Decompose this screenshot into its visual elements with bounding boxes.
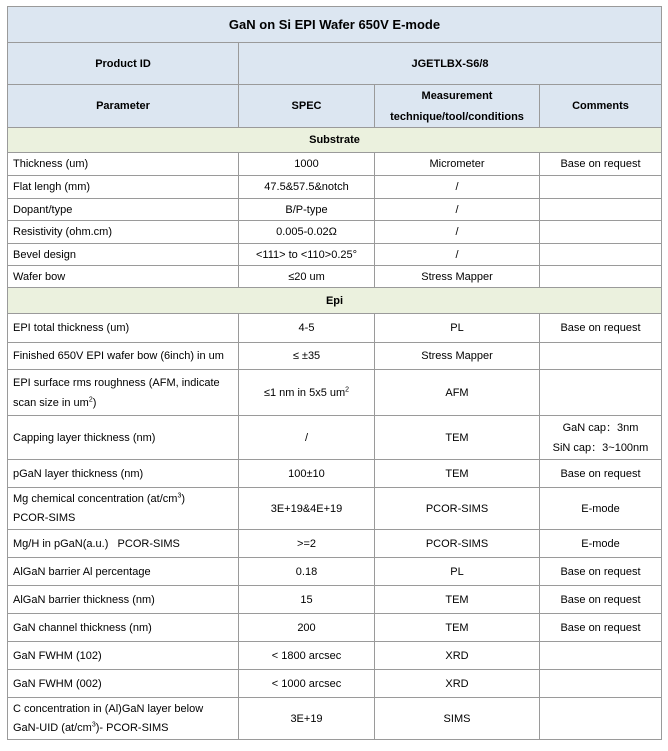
- header-spec: SPEC: [239, 85, 375, 128]
- spec-table: [7, 6, 662, 740]
- method-cell: TEM: [375, 460, 540, 488]
- comment-cell: [540, 370, 662, 416]
- spec-cell: 4-5: [239, 314, 375, 343]
- table-row: [8, 642, 662, 670]
- title-row: [8, 7, 662, 43]
- method-cell: SIMS: [375, 698, 540, 740]
- param-cell: AlGaN barrier Al percentage: [8, 558, 239, 586]
- param-line: PCOR-SIMS: [13, 512, 76, 524]
- table-row: [8, 416, 662, 460]
- table-row: [8, 460, 662, 488]
- spec-cell: ≤ ±35: [239, 343, 375, 370]
- section-substrate: Substrate: [8, 128, 662, 153]
- method-cell: /: [375, 244, 540, 266]
- param-cell: Capping layer thickness (nm): [8, 416, 239, 460]
- spec-cell: < 1000 arcsec: [239, 670, 375, 698]
- table-row: [8, 370, 662, 416]
- comment-cell: Base on request: [540, 558, 662, 586]
- table-row: [8, 558, 662, 586]
- method-cell: /: [375, 176, 540, 199]
- comment-cell: E-mode: [540, 530, 662, 558]
- param-cell: Mg/H in pGaN(a.u.) PCOR-SIMS: [8, 530, 239, 558]
- method-cell: Stress Mapper: [375, 266, 540, 288]
- method-cell: PCOR-SIMS: [375, 488, 540, 530]
- table-row: [8, 698, 662, 740]
- spec-cell: 1000: [239, 153, 375, 176]
- comment-cell: [540, 416, 662, 460]
- param-cell: [8, 370, 239, 416]
- table-title: GaN on Si EPI Wafer 650V E-mode: [8, 7, 662, 43]
- table-row: [8, 221, 662, 244]
- table-row: [8, 199, 662, 221]
- header-parameter: Parameter: [8, 85, 239, 128]
- comment-cell: [540, 266, 662, 288]
- header-measurement: [375, 85, 540, 128]
- spec-cell: ≤20 um: [239, 266, 375, 288]
- comment-cell: [540, 343, 662, 370]
- table-row: [8, 586, 662, 614]
- header-measurement-line2: technique/tool/conditions: [390, 110, 524, 123]
- param-cell: Resistivity (ohm.cm): [8, 221, 239, 244]
- method-cell: PCOR-SIMS: [375, 530, 540, 558]
- param-cell: EPI total thickness (um): [8, 314, 239, 343]
- param-cell: [8, 488, 239, 530]
- comment-line: SiN cap：3~100nm: [552, 441, 649, 454]
- spec-cell: 15: [239, 586, 375, 614]
- spec-cell: 200: [239, 614, 375, 642]
- table-row: [8, 153, 662, 176]
- product-row: [8, 43, 662, 85]
- comment-line: GaN cap：3nm: [562, 421, 639, 434]
- spec-cell: B/P-type: [239, 199, 375, 221]
- method-cell: AFM: [375, 370, 540, 416]
- method-cell: TEM: [375, 614, 540, 642]
- header-measurement-line1: Measurement: [421, 89, 493, 102]
- product-id-label: Product ID: [8, 43, 239, 85]
- param-cell: GaN channel thickness (nm): [8, 614, 239, 642]
- spec-sheet: [7, 6, 661, 740]
- param-line: GaN-UID $(at/cm^3)-$ PCOR-SIMS: [13, 721, 169, 734]
- comment-cell: [540, 199, 662, 221]
- comment-cell: Base on request: [540, 460, 662, 488]
- param-cell: Flat lengh (mm): [8, 176, 239, 199]
- section-substrate-row: [8, 128, 662, 153]
- method-cell: Micrometer: [375, 153, 540, 176]
- table-row: [8, 530, 662, 558]
- spec-cell: 3E+19&4E+19: [239, 488, 375, 530]
- param-line: scan size in $um^2$): [13, 395, 97, 409]
- comment-cell: [540, 244, 662, 266]
- method-cell: /: [375, 221, 540, 244]
- param-cell: Finished 650V EPI wafer bow (6inch) in um: [8, 343, 239, 370]
- table-row: [8, 488, 662, 530]
- spec-cell: >=2: [239, 530, 375, 558]
- param-cell: Thickness (um): [8, 153, 239, 176]
- spec-cell: < 1800 arcsec: [239, 642, 375, 670]
- param-cell: GaN FWHM (102): [8, 642, 239, 670]
- section-epi-row: [8, 288, 662, 314]
- product-id-value: JGETLBX-S6/8: [239, 43, 662, 85]
- comment-cell: [540, 642, 662, 670]
- spec-cell: 0.18: [239, 558, 375, 586]
- table-row: [8, 314, 662, 343]
- comment-cell: [540, 176, 662, 199]
- param-line: EPI surface rms roughness (AFM, indicate: [13, 376, 220, 389]
- table-row: [8, 343, 662, 370]
- section-epi: Epi: [8, 288, 662, 314]
- method-cell: TEM: [375, 586, 540, 614]
- param-cell: Wafer bow: [8, 266, 239, 288]
- column-header-row: [8, 85, 662, 128]
- comment-cell: Base on request: [540, 614, 662, 642]
- param-cell: Dopant/type: [8, 199, 239, 221]
- table-row: [8, 670, 662, 698]
- table-row: [8, 176, 662, 199]
- table-row: [8, 614, 662, 642]
- param-cell: GaN FWHM (002): [8, 670, 239, 698]
- param-cell: Bevel design: [8, 244, 239, 266]
- comment-cell: E-mode: [540, 488, 662, 530]
- spec-cell: 0.005-0.02Ω: [239, 221, 375, 244]
- comment-cell: [540, 698, 662, 740]
- spec-cell: 3E+19: [239, 698, 375, 740]
- table-row: [8, 266, 662, 288]
- param-cell: AlGaN barrier thickness (nm): [8, 586, 239, 614]
- comment-cell: [540, 221, 662, 244]
- table-row: [8, 244, 662, 266]
- header-comments: Comments: [540, 85, 662, 128]
- method-cell: Stress Mapper: [375, 343, 540, 370]
- spec-cell: /: [239, 416, 375, 460]
- comment-cell: Base on request: [540, 153, 662, 176]
- method-cell: /: [375, 199, 540, 221]
- param-cell: [8, 698, 239, 740]
- comment-cell: Base on request: [540, 314, 662, 343]
- method-cell: XRD: [375, 642, 540, 670]
- comment-cell: [540, 670, 662, 698]
- param-cell: pGaN layer thickness (nm): [8, 460, 239, 488]
- method-cell: TEM: [375, 416, 540, 460]
- param-line: C concentration in (Al)GaN layer below: [13, 703, 204, 715]
- method-cell: XRD: [375, 670, 540, 698]
- comment-cell: Base on request: [540, 586, 662, 614]
- method-cell: PL: [375, 314, 540, 343]
- spec-cell: 100±10: [239, 460, 375, 488]
- spec-cell: ≤1 nm in 5x5 $um^2$: [239, 370, 375, 416]
- spec-cell: <111> to <110>0.25°: [239, 244, 375, 266]
- param-line: Mg chemical concentration $(at/cm^3)$: [13, 492, 186, 505]
- spec-cell: 47.5&57.5&notch: [239, 176, 375, 199]
- method-cell: PL: [375, 558, 540, 586]
